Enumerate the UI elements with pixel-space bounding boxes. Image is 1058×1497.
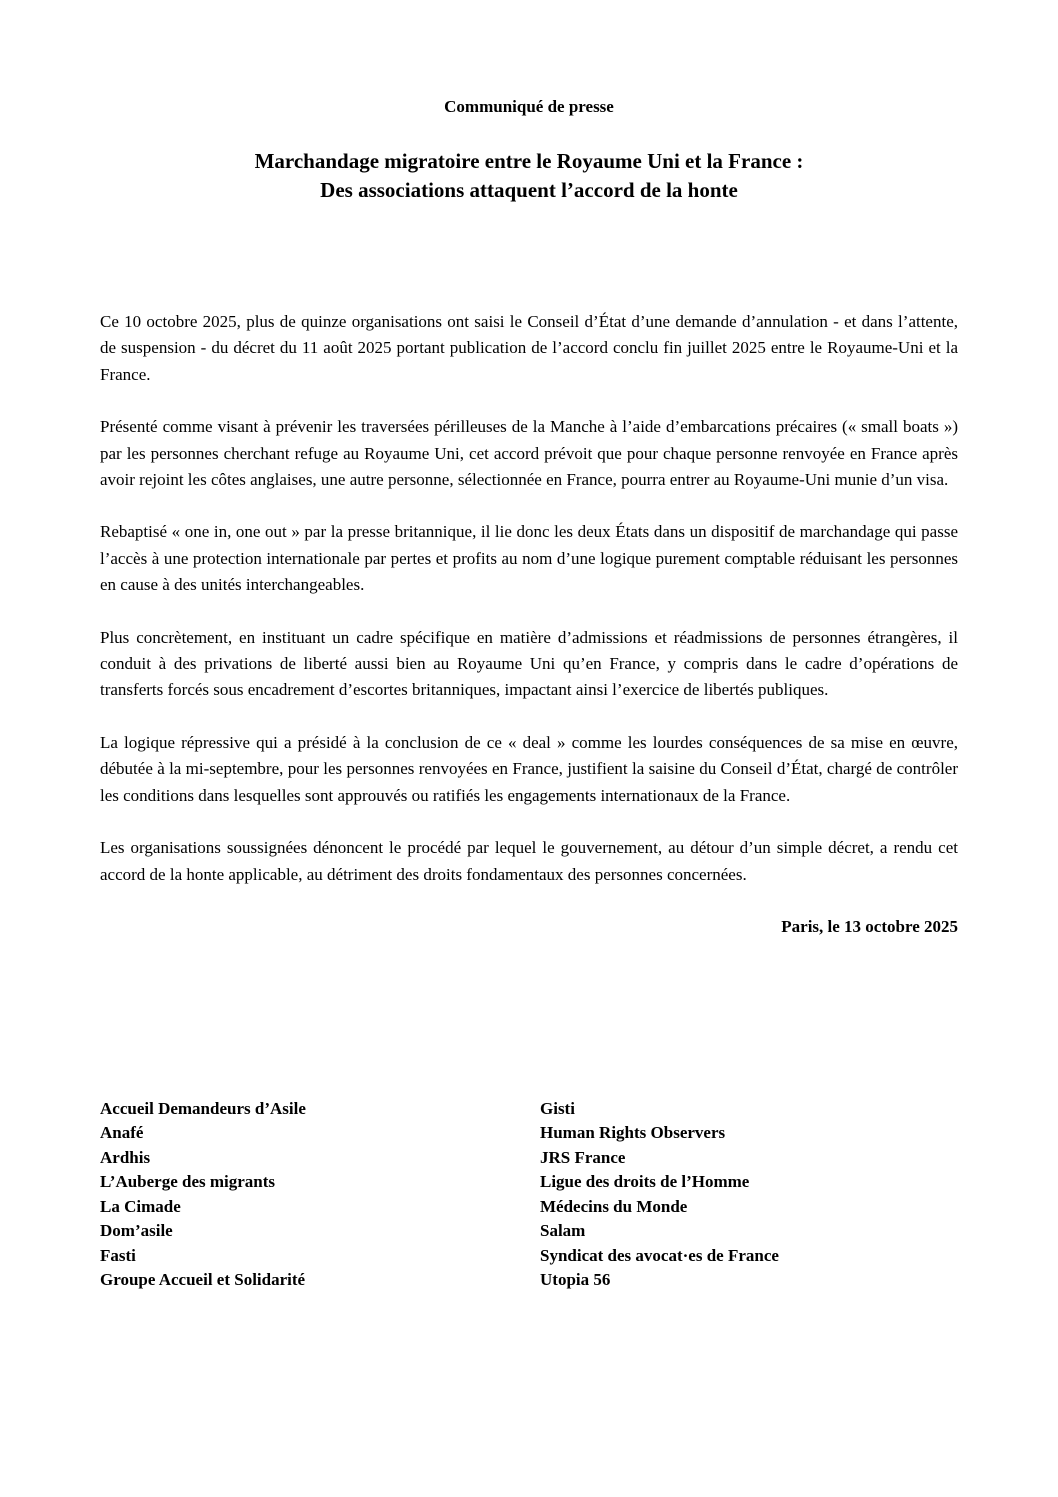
signatory-name: Anafé xyxy=(100,1123,144,1143)
body-paragraph-6: Les organisations soussignées dénoncent le procédé par lequel le gouvernement, au détour d’un simple décret, a rendu cet accord de la honte applicable, au détriment des droits fondamentaux des personnes concernées. xyxy=(100,838,958,884)
body-paragraph-4: Plus concrètement, en instituant un cadre spécifique en matière d’admissions et réadmissions de personnes étrangères, il conduit à des privations de liberté aussi bien au Royaume Uni qu’en France, y compris dans le cadre d’opérations de transferts forcés sous encadrement d’escortes britanniques, impactant ainsi l’exercice de libertés publiques. xyxy=(100,627,958,700)
signatory-name: La Cimade xyxy=(100,1196,181,1216)
signatory-name: Gisti xyxy=(540,1098,575,1118)
body-paragraph-5: La logique répressive qui a présidé à la conclusion de ce « deal » comme les lourdes conséquences de sa mise en œuvre, débutée à la mi-septembre, pour les personnes renvoyées en France, justifient la saisine du Conseil d’État, chargé de contrôler les conditions dans lesquelles sont approuvés ou ratifiés les engagements internationaux de la France. xyxy=(100,732,958,805)
document-title-line-2: Des associations attaquent l’accord de la honte xyxy=(320,178,738,202)
body-paragraph-2: Présenté comme visant à prévenir les traversées périlleuses de la Manche à l’aide d’embarcations précaires (« small boats ») par les personnes cherchant refuge au Royaume Uni, cet accord prévoit que pour chaque personne renvoyée en France après avoir rejoint les côtes anglaises, une autre personne, sélectionnée en France, pourra entrer au Royaume-Uni munie d’un visa. xyxy=(100,417,958,490)
dateline: Paris, le 13 octobre 2025 xyxy=(781,916,958,936)
signatories-column-left xyxy=(100,1097,540,1293)
signatory-name: Groupe Accueil et Solidarité xyxy=(100,1270,306,1290)
signatory-name: Dom’asile xyxy=(100,1221,173,1241)
signatory-name: Salam xyxy=(540,1221,586,1241)
signatory-name: JRS France xyxy=(540,1147,626,1167)
signatory-name: Fasti xyxy=(100,1245,136,1265)
signatory-name: Ligue des droits de l’Homme xyxy=(540,1172,750,1192)
document-body xyxy=(100,309,958,888)
signatories-column-right xyxy=(540,1097,958,1293)
signatories-list xyxy=(100,1097,958,1293)
signatory-name: Médecins du Monde xyxy=(540,1196,688,1216)
signatory-name: L’Auberge des migrants xyxy=(100,1172,276,1192)
signatory-name: Accueil Demandeurs d’Asile xyxy=(100,1098,306,1118)
document-title xyxy=(100,147,958,205)
signatory-name: Syndicat des avocat·es de France xyxy=(540,1245,779,1265)
signatory-name: Human Rights Observers xyxy=(540,1123,726,1143)
document-title-line-1: Marchandage migratoire entre le Royaume Uni et la France : xyxy=(254,149,804,173)
document-kicker: Communiqué de presse xyxy=(444,97,614,116)
signatory-name: Utopia 56 xyxy=(540,1270,611,1290)
signatory-name: Ardhis xyxy=(100,1147,151,1167)
body-paragraph-1: Ce 10 octobre 2025, plus de quinze organisations ont saisi le Conseil d’État d’une demande d’annulation - et dans l’attente, de suspension - du décret du 11 août 2025 portant publication de l’accord conclu fin juillet 2025 entre le Royaume-Uni et la France. xyxy=(100,312,958,384)
body-paragraph-3: Rebaptisé « one in, one out » par la presse britannique, il lie donc les deux États dans un dispositif de marchandage qui passe l’accès à une protection internationale par pertes et profits au nom d’une logique purement comptable réduisant les personnes en cause à des unités interchangeables. xyxy=(100,522,958,595)
